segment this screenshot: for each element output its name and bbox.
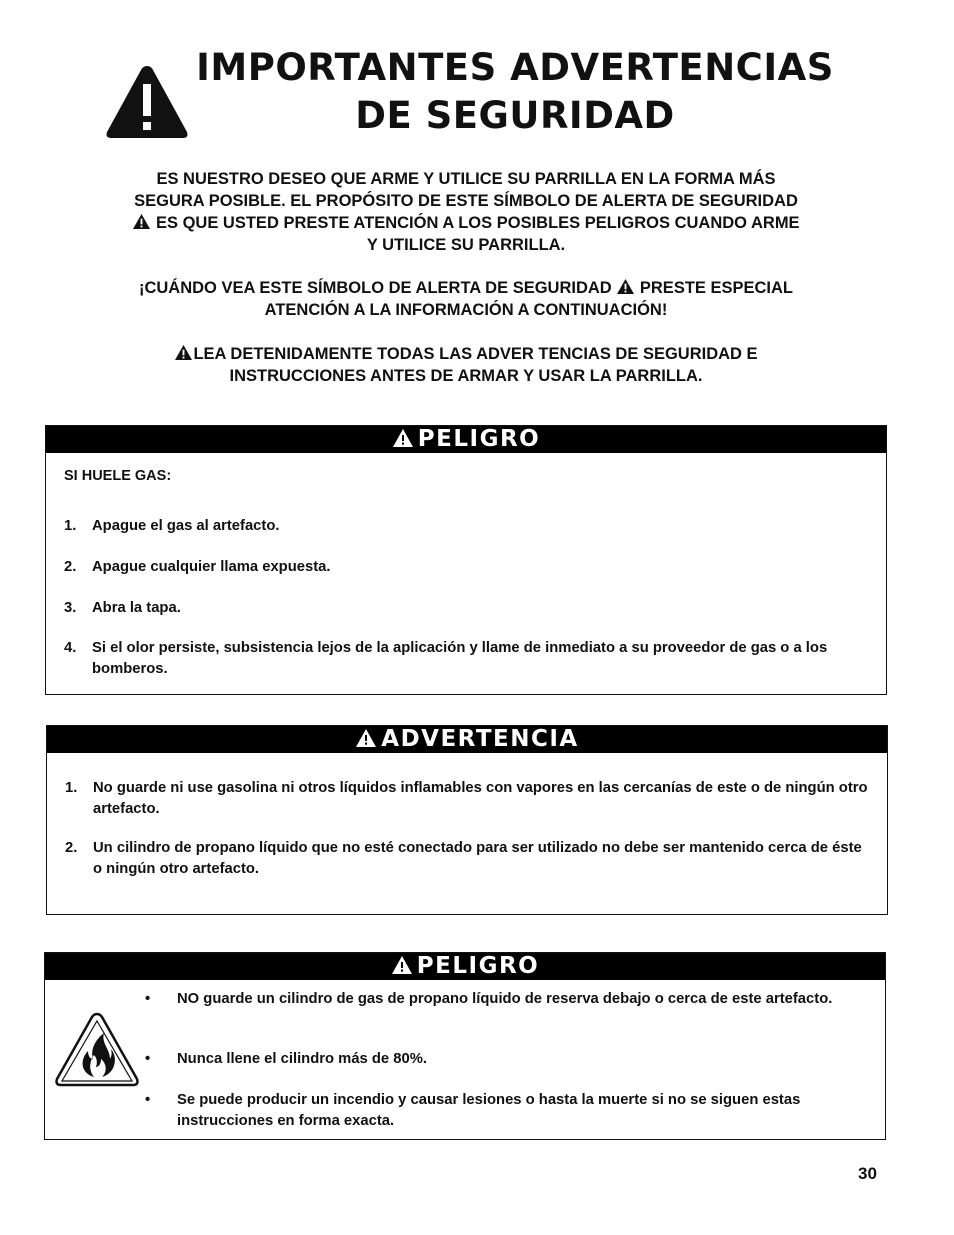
danger-box-heading: PELIGRO — [416, 953, 540, 979]
title-line-2: DE SEGURIDAD — [355, 94, 675, 137]
danger-box-heading: PELIGRO — [417, 426, 541, 452]
item-number: 4. — [64, 640, 77, 656]
gas-subheading: SI HUELE GAS: — [64, 468, 172, 484]
item-text: Apague el gas al artefacto. — [92, 518, 280, 534]
item-text: Nunca llene el cilindro más de 80%. — [177, 1051, 427, 1067]
item-text: Apague cualquier llama expuesta. — [92, 559, 331, 575]
list-item — [64, 516, 872, 537]
warning-triangle-icon — [392, 428, 414, 448]
intro-paragraph-2 — [60, 277, 872, 321]
warning-box-header — [47, 726, 887, 753]
warning-triangle-icon — [103, 62, 191, 142]
intro-p1-line4: Y UTILICE SU PARRILLA. — [366, 236, 566, 254]
intro-p1-line3: ES QUE USTED PRESTE ATENCIÓN A LOS POSIBLES PELIGROS CUANDO ARME — [156, 214, 800, 232]
warning-triangle-icon — [391, 955, 413, 975]
intro-p1-line3-wrap — [60, 212, 872, 234]
warning-triangle-icon — [174, 344, 193, 361]
item-number: 3. — [64, 600, 77, 616]
page-title — [190, 44, 840, 140]
intro-p2-line1-wrap — [60, 277, 872, 299]
title-line-1: IMPORTANTES ADVERTENCIAS — [196, 46, 834, 89]
warning-triangle-icon — [355, 728, 377, 748]
item-text: No guarde ni use gasolina ni otros líquidos inflamables con vapores en las cercanías de este o de ningún otro artefacto. — [93, 780, 868, 817]
intro-p3-line1: LEA DETENIDAMENTE TODAS LAS ADVER TENCIAS DE SEGURIDAD E — [193, 345, 758, 363]
intro-paragraph-3 — [60, 343, 872, 387]
page-number: 30 — [858, 1164, 877, 1183]
intro-p3-line2: INSTRUCCIONES ANTES DE ARMAR Y USAR LA PARRILLA. — [229, 367, 703, 385]
fire-hazard-icon — [54, 1011, 140, 1089]
warning-box-heading: ADVERTENCIA — [381, 726, 579, 752]
warning-triangle-icon — [132, 213, 151, 230]
item-number: 1. — [65, 780, 78, 796]
bullet: • — [145, 1051, 151, 1067]
item-text: Se puede producir un incendio y causar lesiones o hasta la muerte si no se siguen estas instrucciones en forma exacta. — [177, 1092, 801, 1129]
list-item — [145, 1049, 875, 1070]
item-number: 2. — [64, 559, 77, 575]
list-item — [64, 557, 872, 578]
item-text: NO guarde un cilindro de gas de propano líquido de reserva debajo o cerca de este artefacto. — [177, 991, 833, 1007]
danger-box-header — [46, 426, 886, 453]
item-text: Un cilindro de propano líquido que no esté conectado para ser utilizado no debe ser mantenido cerca de éste o ningún otro artefacto. — [93, 840, 862, 877]
item-text: Si el olor persiste, subsistencia lejos de la aplicación y llame de inmediato a su proveedor de gas o a los bomberos. — [92, 640, 828, 677]
list-item — [64, 638, 872, 680]
intro-p1-line1: ES NUESTRO DESEO QUE ARME Y UTILICE SU PARRILLA EN LA FORMA MÁS — [156, 170, 776, 188]
bullet: • — [145, 1092, 151, 1108]
intro-p1-line2: SEGURA POSIBLE. EL PROPÓSITO DE ESTE SÍMBOLO DE ALERTA DE SEGURIDAD — [134, 192, 798, 210]
warning-box — [46, 725, 888, 915]
item-number: 2. — [65, 840, 78, 856]
intro-p2-line2: ATENCIÓN A LA INFORMACIÓN A CONTINUACIÓN! — [264, 301, 668, 319]
danger-box-fire — [44, 952, 886, 1140]
intro-p2-line1a: ¡CUÁNDO VEA ESTE SÍMBOLO DE ALERTA DE SEGURIDAD — [138, 279, 612, 297]
list-item — [64, 598, 872, 619]
item-number: 1. — [64, 518, 77, 534]
list-item — [145, 989, 875, 1010]
item-text: Abra la tapa. — [92, 600, 181, 616]
warning-triangle-icon — [616, 278, 635, 295]
intro-p2-line1b: PRESTE ESPECIAL — [639, 279, 794, 297]
list-item — [65, 838, 873, 880]
danger-box-gas — [45, 425, 887, 695]
bullet: • — [145, 991, 151, 1007]
list-item — [145, 1090, 875, 1132]
intro-paragraph-1 — [60, 168, 872, 256]
intro-p3-line1-wrap — [60, 343, 872, 365]
danger-box-header — [45, 953, 885, 980]
list-item — [65, 778, 873, 820]
